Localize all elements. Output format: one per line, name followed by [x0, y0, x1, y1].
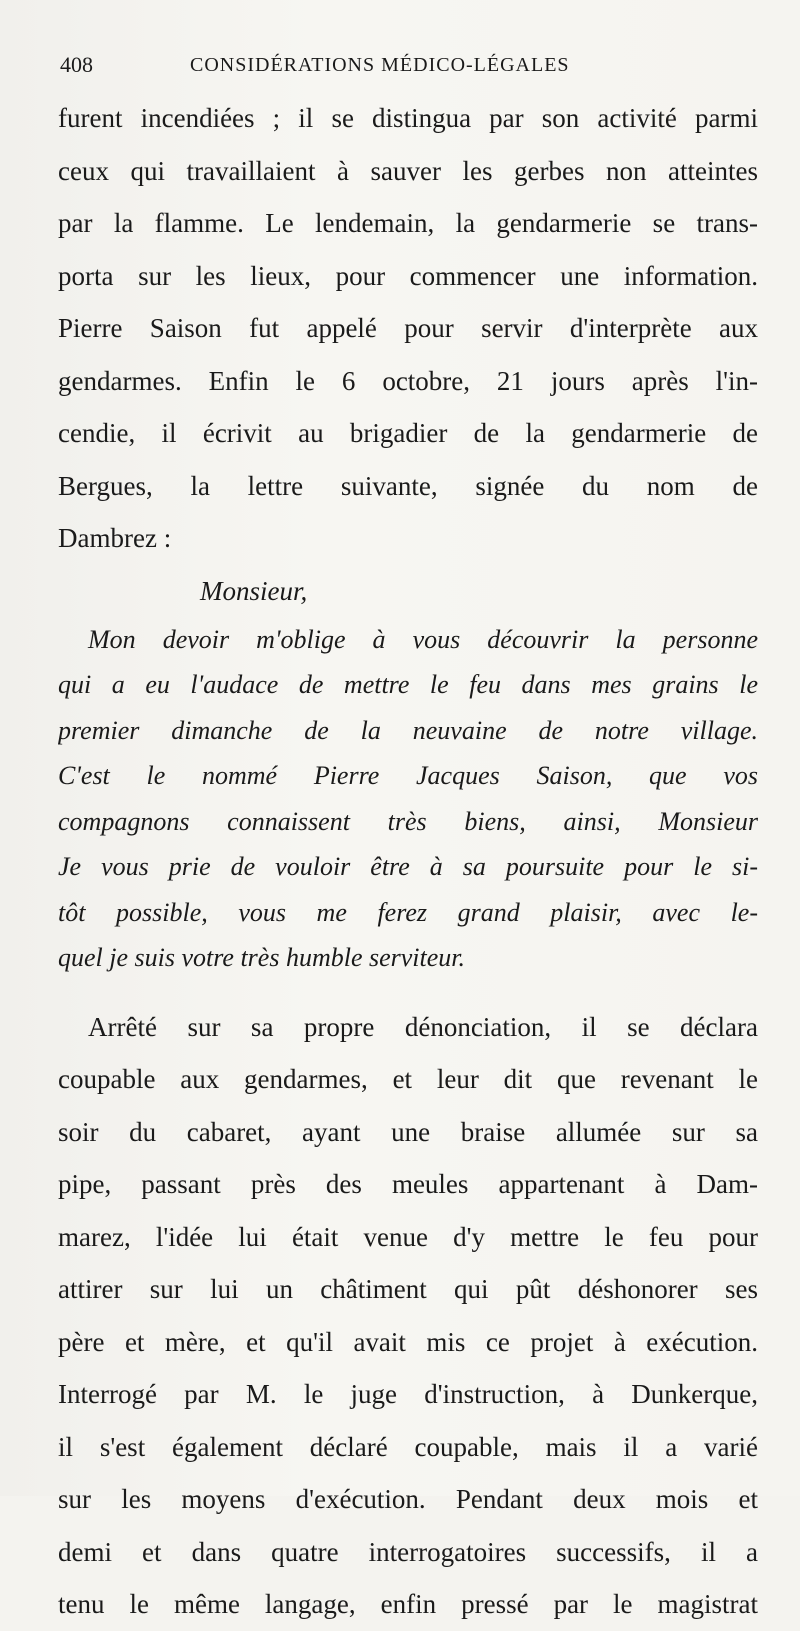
text-line: pipe, passant près des meules appartenant à Dam- [58, 1169, 758, 1199]
text-line: tenu le même langage, enfin pressé par le magistrat [58, 1589, 758, 1619]
text-line: Arrêté sur sa propre dénonciation, il se déclara [88, 1011, 758, 1042]
paragraph-2 [58, 1001, 758, 1631]
quoted-letter [58, 565, 758, 981]
text-line: furent incendiées ; il se distingua par son activité parmi [58, 103, 758, 133]
text-line: cendie, il écrivit au brigadier de la gendarmerie de [58, 418, 758, 448]
page-header [60, 52, 760, 82]
text-line: père et mère, et qu'il avait mis ce projet à exécution. [58, 1326, 758, 1357]
text-line: demi et dans quatre interrogatoires successifs, il a [58, 1536, 758, 1567]
text-line: Pierre Saison fut appelé pour servir d'interprète aux [58, 313, 758, 343]
page-number: 408 [60, 52, 93, 77]
letter-line: quel je suis votre très humble serviteur. [58, 943, 466, 972]
letter-line: premier dimanche de la neuvaine de notre village. [58, 715, 758, 745]
text-line: soir du cabaret, ayant une braise allumée sur sa [58, 1116, 758, 1147]
letter-line: C'est le nommé Pierre Jacques Saison, que vos [58, 761, 758, 790]
text-line: ceux qui travaillaient à sauver les gerbes non atteintes [58, 155, 758, 186]
letter-line: Mon devoir m'oblige à vous découvrir la personne [88, 624, 758, 654]
body-text [58, 92, 758, 1631]
text-line: marez, l'idée lui était venue d'y mettre le feu pour [58, 1221, 758, 1252]
paragraph-1 [58, 92, 758, 565]
text-line: Dambrez : [58, 523, 172, 553]
letter-salutation: Monsieur, [200, 575, 308, 606]
text-line: porta sur les lieux, pour commencer une information. [58, 260, 758, 291]
letter-line: qui a eu l'audace de mettre le feu dans mes grains le [58, 670, 758, 699]
paragraph-gap [58, 981, 758, 1001]
letter-line: compagnons connaissent très biens, ainsi, Monsieur [58, 806, 758, 836]
text-line: Bergues, la lettre suivante, signée du nom de [58, 470, 758, 501]
text-line: attirer sur lui un châtiment qui pût déshonorer ses [58, 1274, 758, 1304]
letter-line: tôt possible, vous me ferez grand plaisir, avec le- [58, 897, 758, 927]
letter-line: Je vous prie de vouloir être à sa poursuite pour le si- [58, 852, 758, 881]
running-head: CONSIDÉRATIONS MÉDICO-LÉGALES [190, 54, 570, 76]
text-line: Interrogé par M. le juge d'instruction, à Dunkerque, [58, 1379, 758, 1409]
text-line: par la flamme. Le lendemain, la gendarmerie se trans- [58, 208, 758, 238]
text-line: coupable aux gendarmes, et leur dit que revenant le [58, 1064, 758, 1094]
text-line: gendarmes. Enfin le 6 octobre, 21 jours après l'in- [58, 365, 758, 396]
text-line: il s'est également déclaré coupable, mais il a varié [58, 1431, 758, 1462]
text-line: sur les moyens d'exécution. Pendant deux mois et [58, 1484, 758, 1514]
